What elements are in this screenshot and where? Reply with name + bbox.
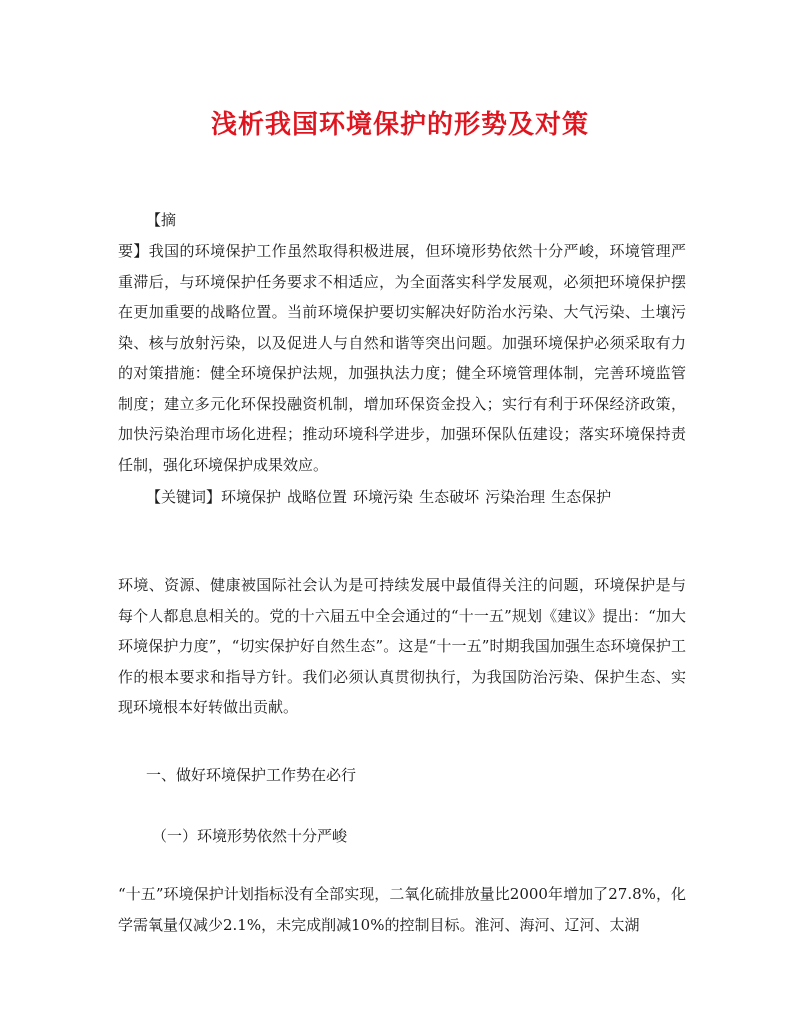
intro-paragraph: 环境、资源、健康被国际社会认为是可持续发展中最值得关注的问题，环境保护是与每个人都息息相关的。党的十六届五中全会通过的“十一五”规划《建议》提出：“加大环境保护力度”，“切实保护好自然生态”。这是“十一五”时期我国加强生态环境保护工作的根本要求和指导方针。我们必须认真贯彻执行，为我国防治污染、保护生态、实现环境根本好转做出贡献。 bbox=[118, 576, 686, 716]
keyword-item: 战略位置 bbox=[287, 488, 348, 506]
body-paragraph: “十五”环境保护计划指标没有全部实现，二氧化硫排放量比2000年增加了27.8%，化学需氧量仅减少2.1%，未完成削减10%的控制目标。淮河、海河、辽河、太湖 bbox=[118, 885, 686, 934]
section-heading-1: 一、做好环境保护工作势在必行 bbox=[146, 766, 357, 784]
abstract-body: 要】我国的环境保护工作虽然取得积极进展，但环境形势依然十分严峻，环境管理严重滞后，与环境保护任务要求不相适应，为全面落实科学发展观，必须把环境保护摆在更加重要的战略位置。当前环境保护要切实解决好防治水污染、大气污染、土壤污染、核与放射污染，以及促进人与自然和谐等突出问题。加强环境保护必须采取有力的对策措施：健全环境保护法规，加强执法力度；健全环境管理体制，完善环境监管制度；建立多元化环保投融资机制，增加环保资金投入；实行有利于环保经济政策，加快污染治理市场化进程；推动环境科学进步，加强环保队伍建设；落实环境保持责任制，强化环境保护成果效应。 bbox=[118, 242, 686, 474]
keyword-item: 污染治理 bbox=[485, 488, 546, 506]
keyword-item: 生态保护 bbox=[551, 488, 612, 506]
keywords-label: 【关键词】 bbox=[146, 488, 222, 506]
keyword-item: 生态破坏 bbox=[419, 488, 480, 506]
keyword-item: 环境保护 bbox=[221, 488, 282, 506]
subsection-heading-1: （一）环境形势依然十分严峻 bbox=[152, 827, 348, 845]
keywords-line bbox=[146, 482, 617, 512]
document-title: 浅析我国环境保护的形势及对策 bbox=[210, 110, 589, 140]
abstract-label: 【摘 bbox=[146, 211, 177, 229]
keyword-item: 环境污染 bbox=[353, 488, 414, 506]
